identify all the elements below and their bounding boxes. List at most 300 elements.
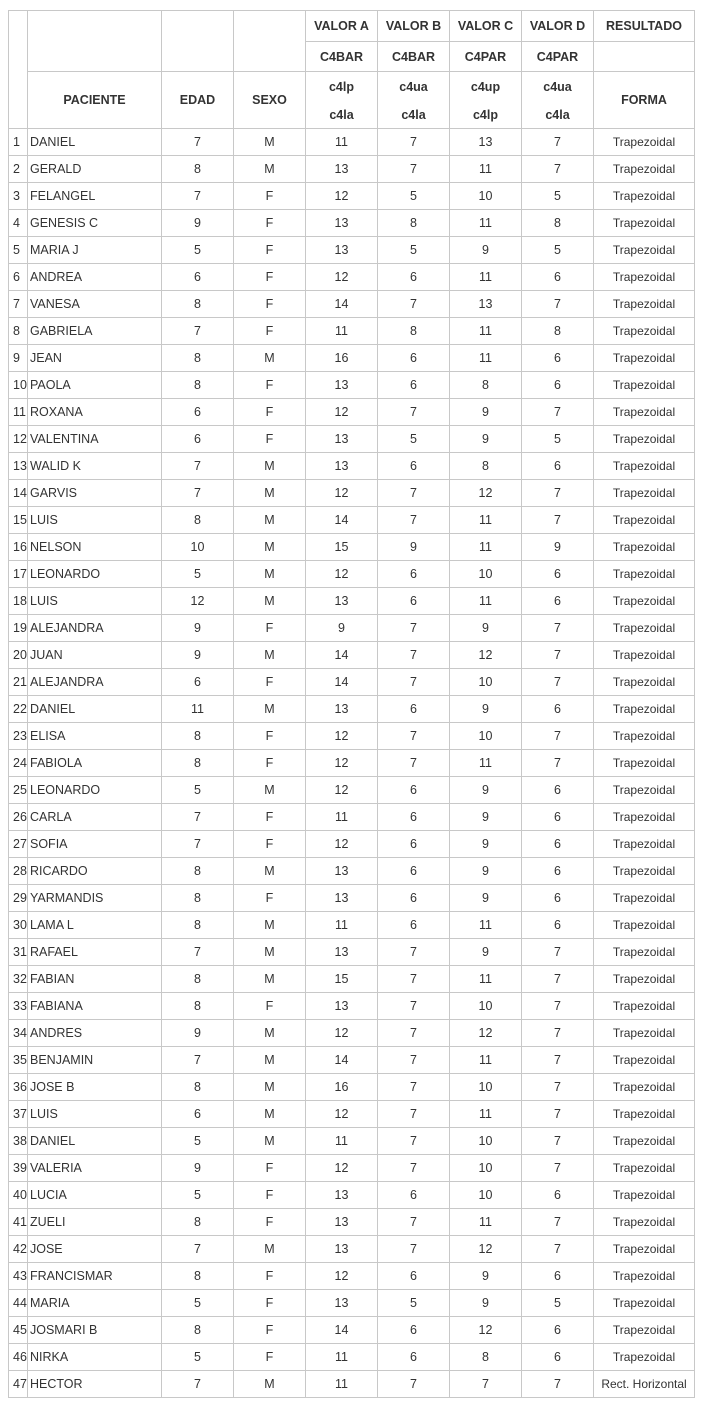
table-body [9, 129, 695, 1398]
header-a-sub2: c4lp [306, 72, 378, 102]
age-cell: 8 [162, 1074, 234, 1101]
valor-c-cell: 13 [450, 291, 522, 318]
valor-a-cell: 12 [306, 561, 378, 588]
sex-cell: M [234, 642, 306, 669]
age-cell: 12 [162, 588, 234, 615]
valor-a-cell: 11 [306, 1371, 378, 1398]
row-number-cell: 46 [9, 1344, 28, 1371]
valor-d-cell: 6 [522, 885, 594, 912]
row-number-cell: 25 [9, 777, 28, 804]
valor-a-cell: 13 [306, 237, 378, 264]
forma-cell: Trapezoidal [594, 480, 695, 507]
table-row [9, 237, 695, 264]
age-cell: 9 [162, 210, 234, 237]
sex-cell: F [234, 885, 306, 912]
valor-b-cell: 7 [378, 156, 450, 183]
table-row [9, 777, 695, 804]
valor-c-cell: 11 [450, 264, 522, 291]
age-cell: 5 [162, 1128, 234, 1155]
table-row [9, 318, 695, 345]
sex-cell: F [234, 264, 306, 291]
table-row [9, 615, 695, 642]
row-number-cell: 34 [9, 1020, 28, 1047]
valor-d-cell: 6 [522, 1182, 594, 1209]
valor-d-cell: 7 [522, 642, 594, 669]
valor-a-cell: 16 [306, 345, 378, 372]
forma-cell: Trapezoidal [594, 372, 695, 399]
valor-a-cell: 15 [306, 534, 378, 561]
row-number-cell: 3 [9, 183, 28, 210]
age-cell: 8 [162, 1263, 234, 1290]
sex-cell: M [234, 129, 306, 156]
header-valor-b: VALOR B [378, 11, 450, 42]
table-row [9, 561, 695, 588]
valor-c-cell: 9 [450, 237, 522, 264]
valor-c-cell: 8 [450, 453, 522, 480]
patient-name-cell: GARVIS [28, 480, 162, 507]
sex-cell: M [234, 966, 306, 993]
valor-a-cell: 14 [306, 291, 378, 318]
patient-name-cell: LEONARDO [28, 561, 162, 588]
valor-b-cell: 7 [378, 291, 450, 318]
valor-b-cell: 7 [378, 1101, 450, 1128]
forma-cell: Trapezoidal [594, 291, 695, 318]
sex-cell: M [234, 1047, 306, 1074]
forma-cell: Trapezoidal [594, 1209, 695, 1236]
row-number-cell: 17 [9, 561, 28, 588]
age-cell: 8 [162, 723, 234, 750]
patient-name-cell: FRANCISMAR [28, 1263, 162, 1290]
forma-cell: Trapezoidal [594, 696, 695, 723]
row-number-cell: 27 [9, 831, 28, 858]
row-number-cell: 10 [9, 372, 28, 399]
row-number-cell: 23 [9, 723, 28, 750]
table-row [9, 1101, 695, 1128]
valor-b-cell: 5 [378, 426, 450, 453]
age-cell: 8 [162, 291, 234, 318]
age-cell: 9 [162, 615, 234, 642]
patient-name-cell: FABIOLA [28, 750, 162, 777]
valor-d-cell: 7 [522, 291, 594, 318]
valor-b-cell: 8 [378, 318, 450, 345]
valor-c-cell: 11 [450, 1101, 522, 1128]
valor-d-cell: 7 [522, 1371, 594, 1398]
valor-c-cell: 9 [450, 1290, 522, 1317]
patient-name-cell: NIRKA [28, 1344, 162, 1371]
patient-name-cell: FELANGEL [28, 183, 162, 210]
table-row [9, 1344, 695, 1371]
table-row [9, 1128, 695, 1155]
forma-cell: Trapezoidal [594, 1317, 695, 1344]
valor-c-cell: 10 [450, 1128, 522, 1155]
valor-b-cell: 6 [378, 804, 450, 831]
sex-cell: F [234, 399, 306, 426]
age-cell: 5 [162, 1290, 234, 1317]
table-row [9, 129, 695, 156]
valor-d-cell: 7 [522, 993, 594, 1020]
sex-cell: F [234, 804, 306, 831]
table-row [9, 264, 695, 291]
row-number-cell: 18 [9, 588, 28, 615]
valor-a-cell: 12 [306, 723, 378, 750]
sex-cell: F [234, 210, 306, 237]
patient-name-cell: VALERIA [28, 1155, 162, 1182]
valor-c-cell: 9 [450, 939, 522, 966]
header-d-sub1: C4PAR [522, 42, 594, 72]
valor-d-cell: 7 [522, 129, 594, 156]
patient-name-cell: LUIS [28, 588, 162, 615]
valor-a-cell: 12 [306, 750, 378, 777]
valor-c-cell: 10 [450, 1074, 522, 1101]
forma-cell: Trapezoidal [594, 1290, 695, 1317]
patient-name-cell: SOFIA [28, 831, 162, 858]
sex-cell: M [234, 939, 306, 966]
valor-d-cell: 7 [522, 1155, 594, 1182]
valor-d-cell: 7 [522, 1020, 594, 1047]
valor-a-cell: 12 [306, 1020, 378, 1047]
sex-cell: F [234, 723, 306, 750]
forma-cell: Trapezoidal [594, 723, 695, 750]
patient-name-cell: JOSE [28, 1236, 162, 1263]
patient-name-cell: LUIS [28, 507, 162, 534]
sex-cell: M [234, 1371, 306, 1398]
sex-cell: M [234, 588, 306, 615]
forma-cell: Trapezoidal [594, 1074, 695, 1101]
table-row [9, 372, 695, 399]
patient-name-cell: JOSMARI B [28, 1317, 162, 1344]
patient-name-cell: DANIEL [28, 1128, 162, 1155]
valor-d-cell: 7 [522, 1101, 594, 1128]
valor-d-cell: 7 [522, 939, 594, 966]
header-c-sub1: C4PAR [450, 42, 522, 72]
valor-a-cell: 13 [306, 696, 378, 723]
age-cell: 5 [162, 237, 234, 264]
valor-a-cell: 12 [306, 399, 378, 426]
valor-a-cell: 12 [306, 1155, 378, 1182]
sex-cell: F [234, 1290, 306, 1317]
valor-b-cell: 7 [378, 723, 450, 750]
row-number-cell: 39 [9, 1155, 28, 1182]
sex-cell: F [234, 1182, 306, 1209]
valor-a-cell: 11 [306, 912, 378, 939]
header-a-sub1: C4BAR [306, 42, 378, 72]
forma-cell: Trapezoidal [594, 1344, 695, 1371]
row-number-cell: 24 [9, 750, 28, 777]
valor-d-cell: 6 [522, 1344, 594, 1371]
table-row [9, 939, 695, 966]
patient-name-cell: LUIS [28, 1101, 162, 1128]
valor-a-cell: 12 [306, 480, 378, 507]
sex-cell: F [234, 372, 306, 399]
sex-cell: M [234, 1236, 306, 1263]
valor-a-cell: 13 [306, 939, 378, 966]
sex-cell: M [234, 1128, 306, 1155]
forma-cell: Trapezoidal [594, 750, 695, 777]
patient-name-cell: FABIANA [28, 993, 162, 1020]
patient-name-cell: JEAN [28, 345, 162, 372]
age-cell: 8 [162, 912, 234, 939]
header-paciente: PACIENTE [28, 72, 162, 129]
row-number-cell: 37 [9, 1101, 28, 1128]
table-row [9, 831, 695, 858]
valor-a-cell: 11 [306, 1344, 378, 1371]
valor-b-cell: 6 [378, 885, 450, 912]
valor-b-cell: 7 [378, 615, 450, 642]
valor-d-cell: 6 [522, 372, 594, 399]
table-row [9, 588, 695, 615]
valor-b-cell: 7 [378, 1236, 450, 1263]
table-row [9, 453, 695, 480]
valor-a-cell: 11 [306, 318, 378, 345]
patient-name-cell: NELSON [28, 534, 162, 561]
valor-d-cell: 6 [522, 858, 594, 885]
forma-cell: Trapezoidal [594, 1155, 695, 1182]
valor-b-cell: 5 [378, 237, 450, 264]
table-row [9, 1209, 695, 1236]
age-cell: 9 [162, 1155, 234, 1182]
sex-cell: M [234, 1020, 306, 1047]
valor-b-cell: 7 [378, 642, 450, 669]
patient-name-cell: MARIA J [28, 237, 162, 264]
forma-cell: Trapezoidal [594, 966, 695, 993]
valor-d-cell: 9 [522, 534, 594, 561]
forma-cell: Trapezoidal [594, 210, 695, 237]
sex-cell: F [234, 237, 306, 264]
age-cell: 8 [162, 858, 234, 885]
valor-c-cell: 10 [450, 183, 522, 210]
valor-d-cell: 6 [522, 777, 594, 804]
valor-a-cell: 12 [306, 1263, 378, 1290]
valor-c-cell: 10 [450, 1182, 522, 1209]
valor-d-cell: 7 [522, 615, 594, 642]
forma-cell: Trapezoidal [594, 264, 695, 291]
valor-a-cell: 13 [306, 426, 378, 453]
forma-cell: Trapezoidal [594, 1020, 695, 1047]
valor-b-cell: 6 [378, 831, 450, 858]
valor-b-cell: 7 [378, 966, 450, 993]
sex-cell: M [234, 696, 306, 723]
table-row [9, 1263, 695, 1290]
row-number-cell: 12 [9, 426, 28, 453]
valor-d-cell: 6 [522, 804, 594, 831]
forma-cell: Trapezoidal [594, 939, 695, 966]
valor-c-cell: 9 [450, 831, 522, 858]
age-cell: 7 [162, 183, 234, 210]
valor-b-cell: 7 [378, 939, 450, 966]
forma-cell: Trapezoidal [594, 1128, 695, 1155]
age-cell: 5 [162, 777, 234, 804]
row-number-cell: 44 [9, 1290, 28, 1317]
valor-c-cell: 8 [450, 372, 522, 399]
age-cell: 7 [162, 939, 234, 966]
table-row [9, 723, 695, 750]
valor-b-cell: 7 [378, 1155, 450, 1182]
valor-b-cell: 7 [378, 1020, 450, 1047]
row-number-cell: 47 [9, 1371, 28, 1398]
valor-b-cell: 6 [378, 696, 450, 723]
forma-cell: Trapezoidal [594, 534, 695, 561]
patient-name-cell: ANDREA [28, 264, 162, 291]
valor-d-cell: 5 [522, 237, 594, 264]
valor-c-cell: 10 [450, 723, 522, 750]
valor-b-cell: 6 [378, 777, 450, 804]
row-number-cell: 6 [9, 264, 28, 291]
forma-cell: Trapezoidal [594, 669, 695, 696]
row-number-cell: 4 [9, 210, 28, 237]
sex-cell: M [234, 858, 306, 885]
patient-name-cell: LAMA L [28, 912, 162, 939]
forma-cell: Trapezoidal [594, 1047, 695, 1074]
valor-d-cell: 8 [522, 318, 594, 345]
header-sexo: SEXO [234, 72, 306, 129]
patient-name-cell: ROXANA [28, 399, 162, 426]
valor-b-cell: 7 [378, 1371, 450, 1398]
forma-cell: Trapezoidal [594, 642, 695, 669]
table-row [9, 696, 695, 723]
valor-d-cell: 7 [522, 399, 594, 426]
forma-cell: Rect. Horizontal [594, 1371, 695, 1398]
row-number-cell: 22 [9, 696, 28, 723]
valor-a-cell: 13 [306, 372, 378, 399]
patient-name-cell: RAFAEL [28, 939, 162, 966]
patient-name-cell: LEONARDO [28, 777, 162, 804]
table-row [9, 858, 695, 885]
sex-cell: F [234, 1317, 306, 1344]
age-cell: 5 [162, 1182, 234, 1209]
patient-name-cell: PAOLA [28, 372, 162, 399]
valor-d-cell: 6 [522, 561, 594, 588]
age-cell: 10 [162, 534, 234, 561]
age-cell: 6 [162, 426, 234, 453]
table-row [9, 480, 695, 507]
valor-d-cell: 7 [522, 507, 594, 534]
age-cell: 5 [162, 1344, 234, 1371]
row-number-cell: 1 [9, 129, 28, 156]
valor-b-cell: 6 [378, 372, 450, 399]
forma-cell: Trapezoidal [594, 885, 695, 912]
valor-a-cell: 13 [306, 993, 378, 1020]
age-cell: 7 [162, 1236, 234, 1263]
valor-b-cell: 7 [378, 1209, 450, 1236]
valor-d-cell: 7 [522, 1209, 594, 1236]
valor-c-cell: 12 [450, 642, 522, 669]
valor-c-cell: 11 [450, 1209, 522, 1236]
age-cell: 8 [162, 993, 234, 1020]
patient-name-cell: ALEJANDRA [28, 615, 162, 642]
valor-d-cell: 7 [522, 750, 594, 777]
valor-d-cell: 6 [522, 1317, 594, 1344]
table-row [9, 1290, 695, 1317]
forma-cell: Trapezoidal [594, 912, 695, 939]
age-cell: 7 [162, 804, 234, 831]
row-number-cell: 40 [9, 1182, 28, 1209]
valor-a-cell: 13 [306, 1209, 378, 1236]
row-number-cell: 32 [9, 966, 28, 993]
valor-b-cell: 7 [378, 507, 450, 534]
table-row [9, 885, 695, 912]
row-number-cell: 43 [9, 1263, 28, 1290]
valor-c-cell: 9 [450, 777, 522, 804]
age-cell: 7 [162, 318, 234, 345]
row-number-cell: 15 [9, 507, 28, 534]
valor-c-cell: 8 [450, 1344, 522, 1371]
valor-c-cell: 11 [450, 507, 522, 534]
header-forma: FORMA [594, 72, 695, 129]
valor-a-cell: 11 [306, 129, 378, 156]
forma-cell: Trapezoidal [594, 1182, 695, 1209]
header-blank-cell [594, 42, 695, 72]
forma-cell: Trapezoidal [594, 858, 695, 885]
age-cell: 8 [162, 507, 234, 534]
forma-cell: Trapezoidal [594, 777, 695, 804]
valor-d-cell: 6 [522, 831, 594, 858]
row-number-cell: 28 [9, 858, 28, 885]
valor-a-cell: 14 [306, 507, 378, 534]
patient-name-cell: JOSE B [28, 1074, 162, 1101]
valor-b-cell: 7 [378, 1074, 450, 1101]
age-cell: 9 [162, 642, 234, 669]
table-row [9, 156, 695, 183]
row-number-cell: 41 [9, 1209, 28, 1236]
valor-c-cell: 12 [450, 1020, 522, 1047]
valor-d-cell: 7 [522, 1074, 594, 1101]
header-edad: EDAD [162, 72, 234, 129]
valor-a-cell: 13 [306, 588, 378, 615]
table-row [9, 966, 695, 993]
valor-c-cell: 11 [450, 210, 522, 237]
valor-a-cell: 13 [306, 453, 378, 480]
row-number-cell: 7 [9, 291, 28, 318]
row-number-cell: 5 [9, 237, 28, 264]
row-number-cell: 13 [9, 453, 28, 480]
sex-cell: F [234, 669, 306, 696]
table-row [9, 183, 695, 210]
valor-d-cell: 7 [522, 966, 594, 993]
sex-cell: M [234, 345, 306, 372]
valor-a-cell: 9 [306, 615, 378, 642]
valor-c-cell: 9 [450, 399, 522, 426]
valor-b-cell: 7 [378, 1047, 450, 1074]
valor-c-cell: 11 [450, 534, 522, 561]
forma-cell: Trapezoidal [594, 426, 695, 453]
row-number-cell: 31 [9, 939, 28, 966]
valor-b-cell: 7 [378, 993, 450, 1020]
forma-cell: Trapezoidal [594, 1101, 695, 1128]
valor-d-cell: 6 [522, 912, 594, 939]
valor-c-cell: 11 [450, 588, 522, 615]
age-cell: 11 [162, 696, 234, 723]
valor-d-cell: 7 [522, 156, 594, 183]
valor-d-cell: 5 [522, 1290, 594, 1317]
table-row [9, 1182, 695, 1209]
sex-cell: M [234, 507, 306, 534]
row-number-cell: 11 [9, 399, 28, 426]
valor-d-cell: 5 [522, 426, 594, 453]
forma-cell: Trapezoidal [594, 345, 695, 372]
row-number-cell: 35 [9, 1047, 28, 1074]
sex-cell: M [234, 480, 306, 507]
valor-c-cell: 9 [450, 615, 522, 642]
header-valor-d: VALOR D [522, 11, 594, 42]
valor-b-cell: 6 [378, 1317, 450, 1344]
sex-cell: F [234, 1209, 306, 1236]
row-number-cell: 20 [9, 642, 28, 669]
age-cell: 9 [162, 1020, 234, 1047]
row-number-cell: 26 [9, 804, 28, 831]
row-number-cell: 38 [9, 1128, 28, 1155]
row-number-cell: 33 [9, 993, 28, 1020]
valor-c-cell: 9 [450, 696, 522, 723]
